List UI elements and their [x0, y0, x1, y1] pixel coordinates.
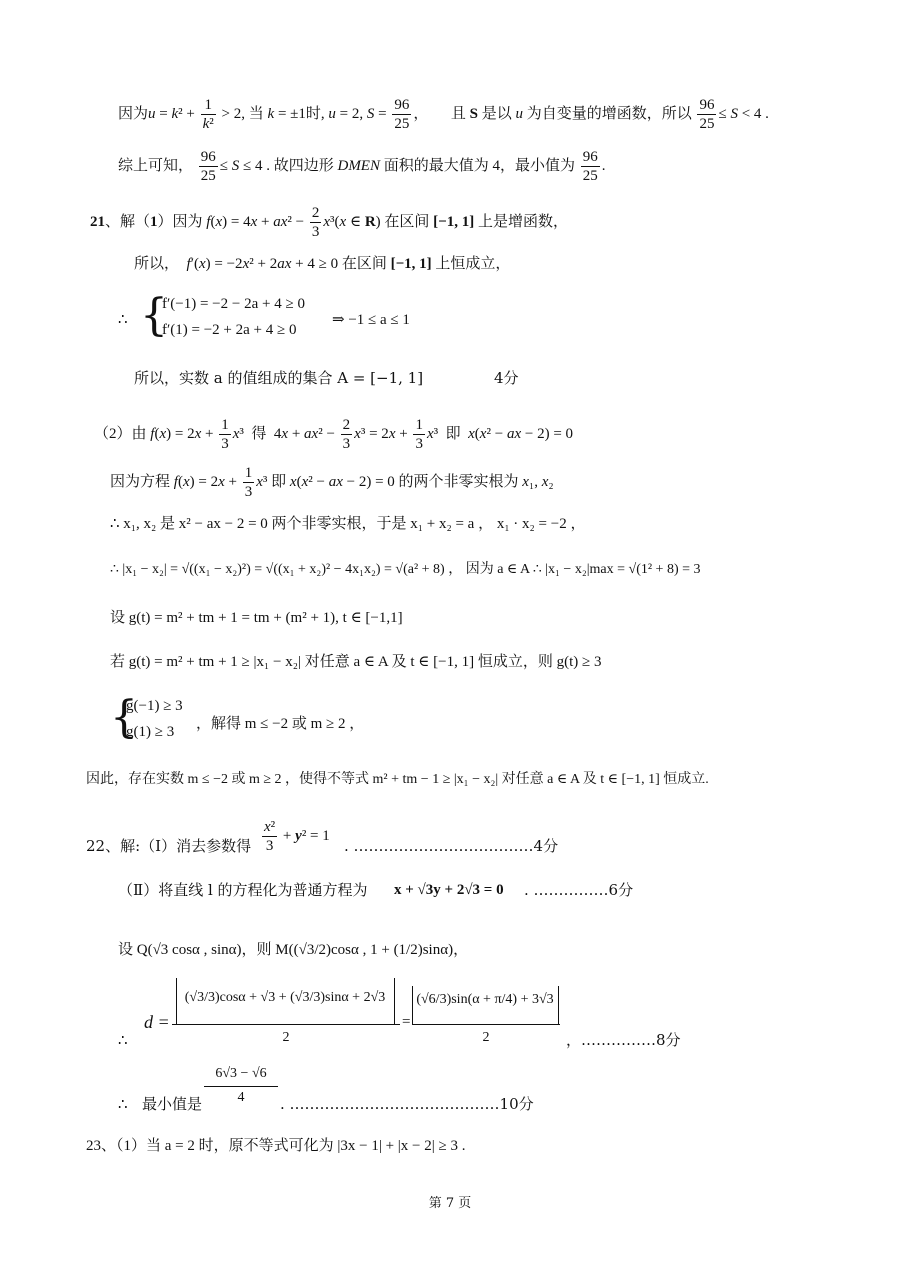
q21-part-2-line-2: 因为方程 f(x) = 2x + $\frac{1}{3}$ x³ 即 x(x² − ax − 2) = 0 的两个非零实根为 x₁, x₂: [110, 465, 554, 500]
q22-therefore-1: ∴: [118, 1031, 128, 1049]
q23-text: 23、（1）当 a = 2 时，原不等式可化为 |3x − 1| + |x − 2| ≥ 3 .: [86, 1138, 466, 1154]
q21-part-2-system-row-1: g(−1) ≥ 3: [126, 698, 183, 714]
q21-system-row-2: f′(1) = −2 + 2a + 4 ≥ 0: [162, 322, 297, 338]
q21-part-2-line-4-text: ∴ |x₁ − x₂| = √((x₁ − x₂)²) = √((x₁ + x₂)² − 4x₁x₂) = √(a² + 8) ， 因为 a ∈ A ∴ |x₁ − x₂|max = √(1² + 8) = 3: [110, 562, 701, 577]
abs-bar-right-2: [558, 986, 559, 1024]
left-brace: {: [140, 290, 168, 341]
q21-part-2-line-3: [110, 514, 585, 534]
q21-conclusion: [86, 770, 709, 790]
q21-system: [118, 292, 438, 346]
q21-system-row-1: f′(−1) = −2 − 2a + 4 ≥ 0: [162, 296, 305, 312]
q22-score-1-text: . ………………………………4分: [344, 837, 559, 855]
q21-part-2: （2）由 f(x) = 2x + $\frac{1}{3}$ x³ 得 4x + ax² − $\frac{2}{3}$ x³ = 2x + $\frac{1}{3}$ x³ 即 x(x² − ax − 2) = 0: [94, 417, 574, 452]
page-number: 第 7 页: [428, 1196, 472, 1211]
q22-line-3-b: )，则 M(: [236, 942, 294, 958]
q21-conclusion-text: 因此，存在实数 m ≤ −2 或 m ≥ 2 ，使得不等式 m² + tm − 1 ≥ |x₁ − x₂| 对任意 a ∈ A 及 t ∈ [−1, 1] 恒成立.: [86, 772, 709, 787]
q22-part-2-text: （Ⅱ）将直线 l 的方程化为普通方程为: [118, 881, 368, 899]
q22-d-numerator-2: (√6/3)sin(α + π/4) + 3√3: [416, 992, 554, 1007]
q22-title: [86, 836, 251, 856]
q21-part-2-line-5-text: 设 g(t) = m² + tm + 1 = tm + (m² + 1), t ∈ [−1,1]: [110, 610, 403, 626]
therefore-symbol: ∴: [118, 312, 128, 328]
q22-line-3: [118, 940, 468, 960]
q21-line-2: 所以， f′(x) = −2x² + 2ax + 4 ≥ 0 在区间 [−1, 1] 上恒成立，: [134, 256, 511, 272]
q22-point-q: √3 cosα , sinα: [152, 942, 237, 958]
q21-part-2-line-6-text: 若 g(t) = m² + tm + 1 ≥ |x₁ − x₂| 对任意 a ∈ A 及 t ∈ [−1, 1] 恒成立，则 g(t) ≥ 3: [110, 654, 602, 670]
fraction-bar-2: [412, 1024, 560, 1025]
q22-line-3-a: 设 Q(: [118, 942, 153, 958]
q21-line-4-text: 所以，实数 a 的值组成的集合 A = [−1, 1]: [134, 369, 424, 387]
q22-equals: =: [402, 1014, 411, 1030]
q21-part-2-system-row-2: g(1) ≥ 3: [126, 724, 175, 740]
q22-score-1: [344, 836, 558, 856]
left-brace-2: {: [110, 692, 138, 743]
q22-d-numerator-1: (√3/3)cosα + √3 + (√3/3)sinα + 2√3: [184, 990, 386, 1005]
q21-part-2-line-4: [110, 560, 701, 580]
q21-part-2-line-3-text: ∴ x₁, x₂ 是 x² − ax − 2 = 0 两个非零实根，于是 x₁ + x₂ = a ， x₁ · x₂ = −2 ，: [110, 516, 586, 532]
q22-title-text: 22、解:（Ⅰ）消去参数得: [86, 837, 252, 855]
q22-d-label: d =: [144, 1012, 170, 1032]
q21-part-2-system: [110, 694, 430, 748]
q23-line: [86, 1136, 466, 1156]
q22-minimum-numerator: 6√3 − √6: [215, 1066, 267, 1081]
q21-system-result: ⇒ −1 ≤ a ≤ 1: [332, 312, 410, 328]
q21-line-4-score: [494, 368, 519, 388]
q22-score-4: . ……………………………………10分: [280, 1095, 534, 1113]
q22-d-denominator-2: 2: [482, 1030, 490, 1045]
q21-part-2-line-5: [110, 608, 403, 628]
text-line-1: 因为u = k² + $\frac{1}{\text{k²}}$ > 2, 当 k = ±1时, u = 2, S = $\frac{96}{25}$ ， 且 S 是以 u 为自变量的增函数，所以 $\frac{96}{25}$ ≤ S < 4 .: [118, 97, 769, 132]
q22-point-m: (√3/2)cosα , 1 + (1/2)sinα: [293, 942, 449, 958]
q21-part-2-system-result: ，解得 m ≤ −2 或 m ≥ 2 ，: [196, 716, 365, 732]
q22-minimum-label: 最小值是: [142, 1095, 203, 1113]
q22-therefore-2: ∴: [118, 1095, 128, 1113]
q22-minimum-denominator: 4: [237, 1090, 245, 1105]
q21-score-4: 4分: [494, 369, 519, 387]
q22-score-3: ，……………8分: [566, 1031, 681, 1049]
text-line-2: 综上可知， $\frac{96}{25}$ ≤ S ≤ 4 . 故四边形 DMEN 面积的最大值为 4，最小值为 $\frac{96}{25}$ .: [118, 149, 606, 184]
q21-line-4: [134, 368, 423, 388]
q22-equation-2-text: x + √3y + 2√3 = 0: [394, 882, 504, 898]
q22-score-2: [524, 880, 633, 900]
fraction-bar-1: [172, 1024, 400, 1025]
q22-line-3-c: )，: [448, 942, 469, 958]
q21-part-2-line-6: [110, 652, 602, 672]
fraction-bar-3: [204, 1086, 278, 1087]
q22-equation-2: [394, 880, 504, 900]
abs-bar-right-1: [394, 978, 395, 1024]
q22-part-2: [118, 880, 368, 900]
q21-title: 21、解（1）因为 f(x) = 4x + ax² − $\frac{2}{3}$ x³(x ∈ R) 在区间 [−1, 1] 上是增函数，: [90, 205, 568, 240]
q22-equation-1: $\frac{\text{x²}}{3}$ + y² = 1: [264, 819, 330, 854]
q22-score-2-text: . ……………6分: [524, 881, 634, 899]
q22-d-denominator-1: 2: [282, 1030, 290, 1045]
